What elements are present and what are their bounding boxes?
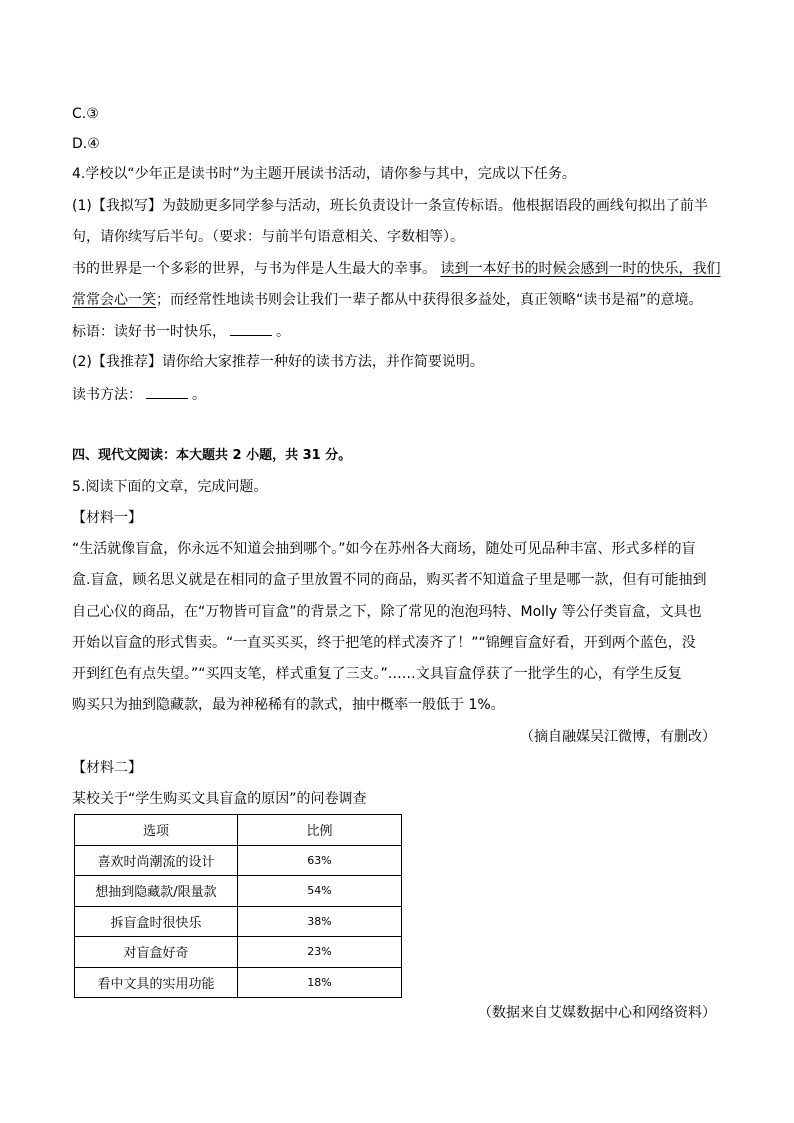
material1-line: 盒.盲盒，顾名思义就是在相同的盒子里放置不同的商品，购买者不知道盒子里是哪一款，但有可能抽到 <box>72 572 707 588</box>
method-answer-blank[interactable] <box>146 384 188 399</box>
method-end: 。 <box>192 387 206 403</box>
table-row <box>75 906 402 937</box>
q4-part1-line1: (1)【我拟写】为鼓励更多同学参与活动，班长负责设计一条宣传标语。他根据语段的画线句拟出了前半 <box>72 198 708 214</box>
slogan-label: 标语：读好书一时快乐， <box>72 324 226 340</box>
table-cell-ratio: 23% <box>238 937 402 968</box>
table-cell-option: 拆盲盒时很快乐 <box>75 906 238 937</box>
table-cell-ratio: 63% <box>238 845 402 876</box>
q4-passage-line1 <box>72 259 720 279</box>
section-heading: 四、现代文阅读：本大题共 2 小题，共 31 分。 <box>72 448 352 463</box>
table-row <box>75 845 402 876</box>
survey-table <box>74 814 402 998</box>
passage-text-rest: ；而经常性地读书则会让我们一辈子都从中获得很多益处，真正领略“读书是福”的意境。 <box>156 292 703 308</box>
survey-caption: 某校关于“学生购买文具盲盒的原因”的问卷调查 <box>72 791 367 807</box>
material1-line: 开到红色有点失望。”“买四支笔，样式重复了三支。”……文具盲盒俘获了一批学生的心，有学生反复 <box>72 666 682 682</box>
passage-text: 书的世界是一个多彩的世界，与书为伴是人生最大的幸事。 <box>72 261 436 277</box>
method-label: 读书方法： <box>72 387 142 403</box>
table-header-row <box>75 815 402 846</box>
table-cell-ratio: 38% <box>238 906 402 937</box>
passage-underlined-sentence-end: 常常会心一笑 <box>72 292 156 308</box>
table-row <box>75 937 402 968</box>
table-cell-option: 看中文具的实用功能 <box>75 967 238 998</box>
q4-part1-line2: 句，请你续写后半句。（要求：与前半句语意相关、字数相等）。 <box>72 229 464 245</box>
table-cell-option: 喜欢时尚潮流的设计 <box>75 845 238 876</box>
material1-line: 购买只为抽到隐藏款，最为神秘稀有的款式，抽中概率一般低于 1%。 <box>72 697 505 713</box>
table-header-option: 选项 <box>75 815 238 846</box>
material1-line: “生活就像盲盒，你永远不知道会抽到哪个。”如今在苏州各大商场，随处可见品种丰富、形式多样的盲 <box>72 541 696 557</box>
table-cell-ratio: 18% <box>238 967 402 998</box>
table-cell-option: 对盲盒好奇 <box>75 937 238 968</box>
passage-underlined-sentence: 读到一本好书的时候会感到一时的快乐，我们 <box>440 261 721 277</box>
table-row <box>75 876 402 907</box>
q4-passage-line2 <box>72 290 703 310</box>
table-row <box>75 967 402 998</box>
q4-stem: 4.学校以“少年正是读书时”为主题开展读书活动，请你参与其中，完成以下任务。 <box>72 166 576 182</box>
material2-title: 【材料二】 <box>72 760 142 776</box>
table-cell-ratio: 54% <box>238 876 402 907</box>
option-c: C.③ <box>72 106 99 122</box>
material1-source: （摘自融媒吴江微博，有删改） <box>520 729 716 745</box>
option-d: D.④ <box>72 136 100 152</box>
q4-part2: (2)【我推荐】请你给大家推荐一种好的读书方法，并作简要说明。 <box>72 354 484 370</box>
material2-source: （数据来自艾媒数据中心和网络资料） <box>478 1005 716 1021</box>
table-header-ratio: 比例 <box>238 815 402 846</box>
material1-line: 自己心仪的商品，在“万物皆可盲盒”的背景之下，除了常见的泡泡玛特、Molly 等公仔类盲盒，文具也 <box>72 604 702 620</box>
q5-stem: 5.阅读下面的文章，完成问题。 <box>72 479 268 495</box>
slogan-end: 。 <box>276 324 290 340</box>
material1-line: 开始以盲盒的形式售卖。“一直买买买，终于把笔的样式凑齐了！”“锦鲤盲盒好看，开到两个蓝色，没 <box>72 635 696 651</box>
table-cell-option: 想抽到隐藏款/限量款 <box>75 876 238 907</box>
method-line <box>72 384 206 405</box>
material1-title: 【材料一】 <box>72 510 142 526</box>
slogan-line <box>72 321 290 342</box>
slogan-answer-blank[interactable] <box>230 321 272 336</box>
